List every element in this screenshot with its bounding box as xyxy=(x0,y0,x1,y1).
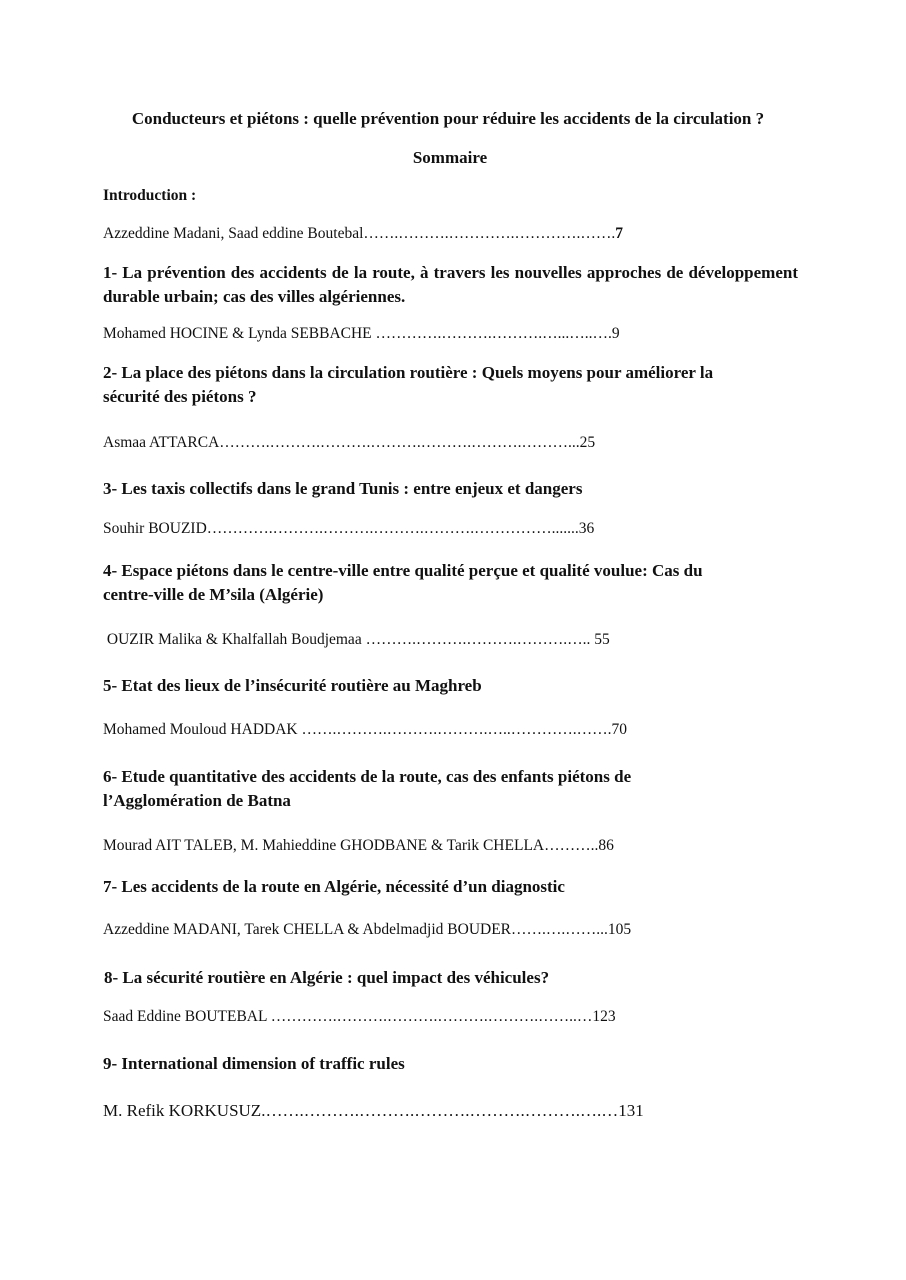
entry-7-title: 7- Les accidents de la route en Algérie, nécessité d’un diagnostic xyxy=(103,877,565,896)
entry-8-title: 8- La sécurité routière en Algérie : quel impact des véhicules? xyxy=(104,968,550,987)
introduction-label: Introduction : xyxy=(103,187,197,204)
entry-3-title: 3- Les taxis collectifs dans le grand Tunis : entre enjeux et dangers xyxy=(103,479,583,498)
entry-9-title: 9- International dimension of traffic rules xyxy=(103,1054,405,1073)
entry-8-authors: Saad Eddine BOUTEBAL ………….……….……….……….……….……..…123 xyxy=(103,1008,616,1025)
introduction-page: 7 xyxy=(615,225,624,242)
summary-heading: Sommaire xyxy=(412,148,488,167)
entry-4-title-line-1: 4- Espace piétons dans le centre-ville entre qualité perçue et qualité voulue: Cas du xyxy=(103,561,703,580)
entry-1-authors: Mohamed HOCINE & Lynda SEBBACHE ………….……….……….…...…..….9 xyxy=(103,325,620,342)
entry-5-authors: Mohamed Mouloud HADDAK …….……….……….……….…..………….…….70 xyxy=(103,721,627,738)
introduction-authors xyxy=(103,225,623,243)
entry-2-title-line-2: sécurité des piétons ? xyxy=(103,387,257,406)
entry-4-title-line-2: centre-ville de M’sila (Algérie) xyxy=(103,585,324,604)
entry-2-title-line-1: 2- La place des piétons dans la circulation routière : Quels moyens pour améliorer la xyxy=(103,363,714,382)
entry-9-authors: M. Refik KORKUSUZ.…….……….……….……….……….……….….…131 xyxy=(103,1101,644,1120)
entry-6-title-line-1: 6- Etude quantitative des accidents de la route, cas des enfants piétons de xyxy=(103,767,632,786)
entry-6-title-line-2: l’Agglomération de Batna xyxy=(103,791,291,810)
entry-2-authors: Asmaa ATTARCA……….……….……….……….……….……….………...25 xyxy=(103,434,596,451)
entry-6-authors: Mourad AIT TALEB, M. Mahieddine GHODBANE & Tarik CHELLA………..86 xyxy=(103,837,614,854)
entry-1-title: 1- La prévention des accidents de la route, à travers les nouvelles approches de développement durable urbain; cas des villes algériennes. xyxy=(103,263,798,306)
entry-4-authors: OUZIR Malika & Khalfallah Boudjemaa ……….……….……….……….….. 55 xyxy=(103,631,610,648)
introduction-authors-text: Azzeddine Madani, Saad eddine Boutebal…….……….………….………….……. xyxy=(103,225,616,242)
entry-3-authors: Souhir BOUZID………….……….……….……….……….…………….......36 xyxy=(103,520,595,537)
entry-5-title: 5- Etat des lieux de l’insécurité routière au Maghreb xyxy=(103,676,482,695)
entry-7-authors: Azzeddine MADANI, Tarek CHELLA & Abdelmadjid BOUDER…….….……...105 xyxy=(103,921,632,938)
document-title: Conducteurs et piétons : quelle prévention pour réduire les accidents de la circulation ? xyxy=(131,109,765,128)
